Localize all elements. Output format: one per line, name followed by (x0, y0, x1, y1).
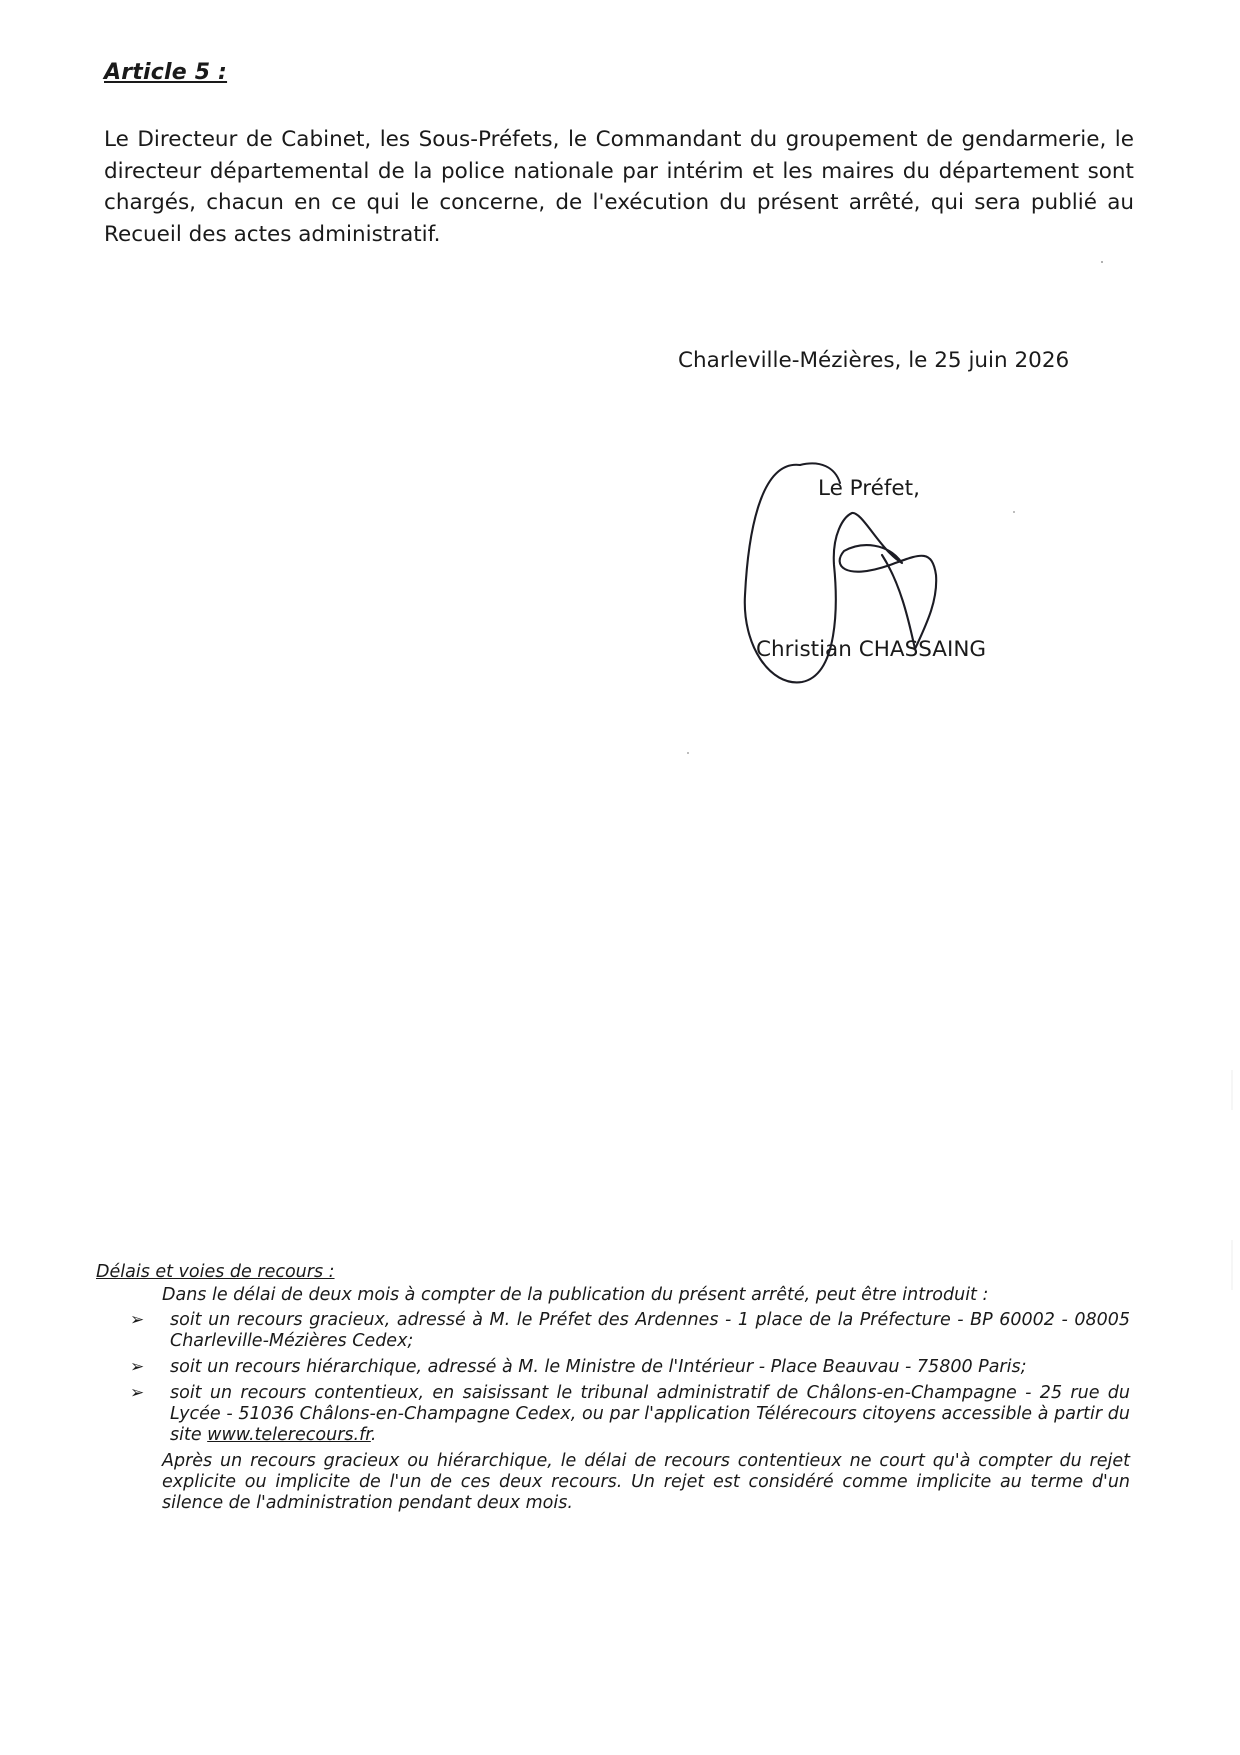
arrow-bullet-icon: ➢ (130, 1383, 145, 1403)
article-body: Le Directeur de Cabinet, les Sous-Préfets, le Commandant du groupement de gendarmerie, le directeur départemental de la police nationale par intérim et les maires du département sont chargés, chacun en ce qui le concerne, de l'exécution du présent arrêté, qui sera publié au Recueil des actes administratif. (104, 127, 1134, 247)
recours-item-gracieux (96, 1310, 1130, 1352)
arrow-bullet-icon: ➢ (130, 1310, 145, 1330)
recours-item-text-end: . (370, 1425, 377, 1445)
recours-item-text: soit un recours hiérarchique, adressé à M. le Ministre de l'Intérieur - Place Beauvau - 75800 Paris; (170, 1357, 1027, 1377)
recours-item-text: soit un recours gracieux, adressé à M. le Préfet des Ardennes - 1 place de la Préfecture - BP 60002 - 08005 Charleville-Mézières Cedex; (170, 1310, 1130, 1351)
recours-item-text: soit un recours contentieux, en saisissant le tribunal administratif de Châlons-en-Champagne - 25 rue du Lycée - 51036 Châlons-en-Champagne Cedex, ou par l'application Télérecours citoyens accessible à partir du site (170, 1383, 1130, 1445)
recours-item-hierarchique (96, 1357, 1130, 1378)
place-date: Charleville-Mézières, le 25 juin 2026 (678, 348, 1070, 373)
recours-section (96, 1262, 1130, 1514)
recours-list (96, 1310, 1130, 1446)
telerecours-link[interactable]: www.telerecours.fr (207, 1425, 371, 1445)
signatory-name: Christian CHASSAING (756, 637, 987, 662)
recours-note: Après un recours gracieux ou hiérarchique, le délai de recours contentieux ne court qu'à compter du rejet explicite ou implicite de l'un de ces deux recours. Un rejet est considéré comme implicite au terme d'un silence de l'administration pendant deux mois. (162, 1451, 1130, 1513)
article-title: Article 5 : (104, 60, 228, 85)
recours-intro: Dans le délai de deux mois à compter de la publication du présent arrêté, peut être introduit : (162, 1285, 989, 1305)
arrow-bullet-icon: ➢ (130, 1357, 145, 1377)
signatory-title: Le Préfet, (818, 476, 920, 501)
handwritten-signature (740, 455, 990, 700)
recours-title: Délais et voies de recours : (96, 1262, 335, 1282)
recours-item-contentieux (96, 1383, 1130, 1446)
